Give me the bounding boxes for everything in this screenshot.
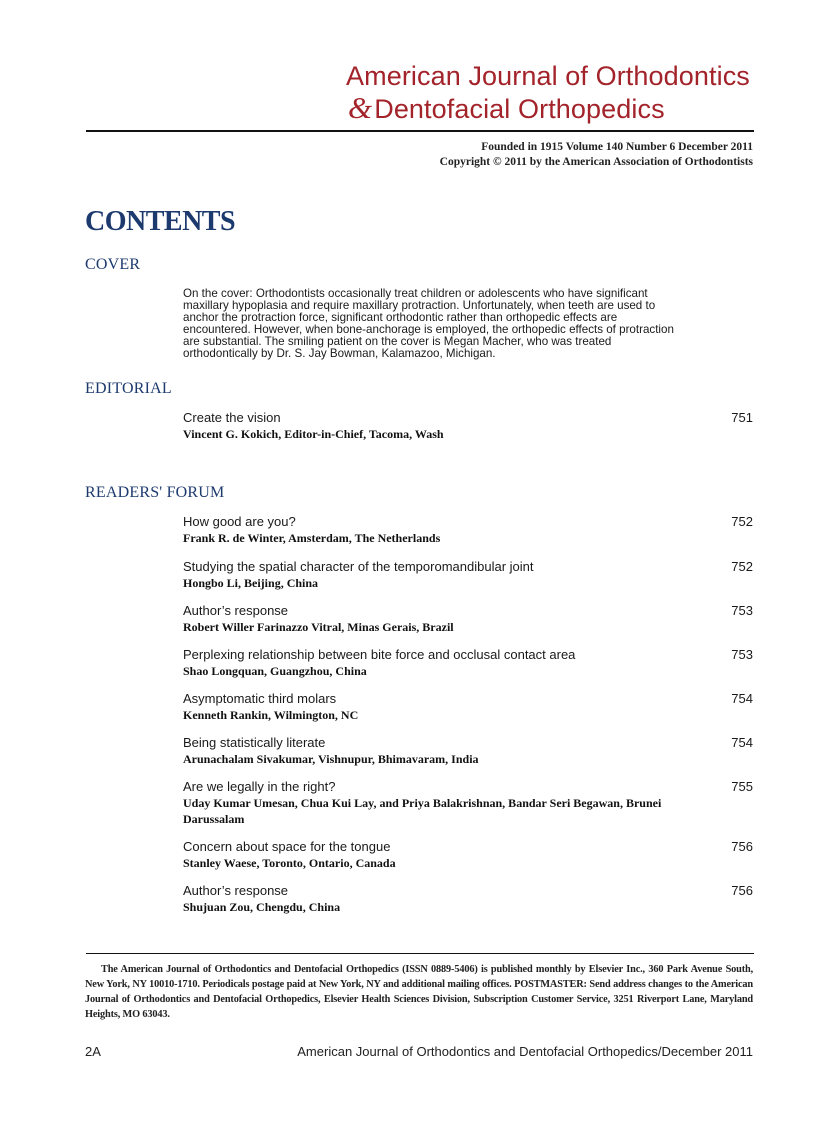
- toc-entry-title[interactable]: Create the vision: [183, 410, 281, 425]
- toc-entry-forum-4[interactable]: [183, 691, 753, 723]
- toc-entry-page: 756: [731, 839, 753, 854]
- section-heading-cover: COVER: [85, 256, 141, 273]
- toc-entry-title[interactable]: Perplexing relationship between bite force and occlusal contact area: [183, 647, 576, 662]
- section-heading-editorial: EDITORIAL: [85, 380, 172, 397]
- bottom-rule: [86, 953, 754, 954]
- toc-entry-page: 754: [731, 735, 753, 750]
- contents-title: CONTENTS: [85, 206, 236, 237]
- toc-entry-title[interactable]: Are we legally in the right?: [183, 779, 336, 794]
- toc-entry-author: Shao Longquan, Guangzhou, China: [183, 664, 367, 678]
- section-heading-readers-forum: READERS' FORUM: [85, 484, 225, 501]
- publication-info: The American Journal of Orthodontics and Dentofacial Orthopedics (ISSN 0889-5406) is published monthly by Elsevier Inc., 360 Park Avenue South, New York, NY 10010-1710. Periodicals postage paid at New York, NY and additional mailing offices. POSTMASTER: Send address changes to the American Journal of Orthodontics and Dentofacial Orthopedics, Elsevier Health Sciences Division, Subscription Customer Service, 3251 Riverport Lane, Maryland Heights, MO 63043.: [85, 964, 753, 1020]
- toc-entry-forum-1[interactable]: [183, 559, 753, 591]
- toc-entry-forum-5[interactable]: [183, 735, 753, 767]
- toc-entry-page: 755: [731, 779, 753, 794]
- toc-entry-title[interactable]: Author’s response: [183, 883, 289, 898]
- toc-entry-author: Shujuan Zou, Chengdu, China: [183, 900, 341, 914]
- toc-entry-author: Stanley Waese, Toronto, Ontario, Canada: [183, 856, 396, 870]
- founded-info: [440, 140, 753, 170]
- masthead-line-1: American Journal of Orthodontics: [346, 61, 750, 91]
- toc-entry-title[interactable]: Author’s response: [183, 603, 289, 618]
- toc-entry-page: 751: [731, 410, 753, 425]
- toc-entry-forum-2[interactable]: [183, 603, 753, 635]
- page-number: 2A: [85, 1044, 101, 1059]
- toc-entry-page: 756: [731, 883, 753, 898]
- toc-entry-author: Arunachalam Sivakumar, Vishnupur, Bhimavaram, India: [183, 752, 479, 766]
- toc-entry-title[interactable]: How good are you?: [183, 514, 296, 529]
- toc-entry-page: 754: [731, 691, 753, 706]
- masthead-line-2-text: Dentofacial Orthopedics: [374, 94, 665, 124]
- toc-entry-page: 753: [731, 647, 753, 662]
- footer-journal-issue: American Journal of Orthodontics and Dentofacial Orthopedics/December 2011: [297, 1044, 753, 1059]
- toc-entry-author: Robert Willer Farinazzo Vitral, Minas Gerais, Brazil: [183, 620, 454, 634]
- toc-entry-editorial-0[interactable]: [183, 410, 753, 442]
- toc-entry-author: Vincent G. Kokich, Editor-in-Chief, Tacoma, Wash: [183, 427, 444, 441]
- top-rule: [86, 130, 754, 132]
- toc-entry-page: 752: [731, 514, 753, 529]
- toc-entry-forum-6[interactable]: [183, 779, 753, 827]
- toc-entry-page: 752: [731, 559, 753, 574]
- toc-entry-author: Hongbo Li, Beijing, China: [183, 576, 319, 590]
- toc-entry-title[interactable]: Asymptomatic third molars: [183, 691, 337, 706]
- copyright-line: Copyright © 2011 by the American Association of Orthodontists: [439, 156, 753, 168]
- masthead-ampersand: &: [348, 90, 373, 125]
- toc-entry-forum-0[interactable]: [183, 514, 753, 546]
- journal-masthead: [346, 60, 766, 125]
- toc-entry-author: Kenneth Rankin, Wilmington, NC: [183, 708, 359, 722]
- toc-entry-author: Frank R. de Winter, Amsterdam, The Netherlands: [183, 531, 441, 545]
- toc-entry-forum-3[interactable]: [183, 647, 753, 679]
- toc-entry-forum-7[interactable]: [183, 839, 753, 871]
- toc-entry-title[interactable]: Being statistically literate: [183, 735, 326, 750]
- toc-entry-title[interactable]: Concern about space for the tongue: [183, 839, 391, 854]
- toc-entry-author: Uday Kumar Umesan, Chua Kui Lay, and Priya Balakrishnan, Bandar Seri Begawan, Brunei Darussalam: [183, 796, 662, 826]
- founded-volume-line: Founded in 1915 Volume 140 Number 6 December 2011: [481, 141, 753, 153]
- toc-entry-page: 753: [731, 603, 753, 618]
- toc-entry-forum-8[interactable]: [183, 883, 753, 915]
- toc-entry-title[interactable]: Studying the spatial character of the temporomandibular joint: [183, 559, 534, 574]
- cover-description: On the cover: Orthodontists occasionally treat children or adolescents who have significant maxillary hypoplasia and require maxillary protraction. Unfortunately, when teeth are used to anchor the protraction force, significant orthodontic rather than orthopedic effects are encountered. However, when bone-anchorage is employed, the orthopedic effects of protraction are substantial. The smiling patient on the cover is Megan Macher, who was treated orthodontically by Dr. S. Jay Bowman, Kalamazoo, Michigan.: [183, 287, 674, 361]
- masthead-line-2: [348, 92, 766, 125]
